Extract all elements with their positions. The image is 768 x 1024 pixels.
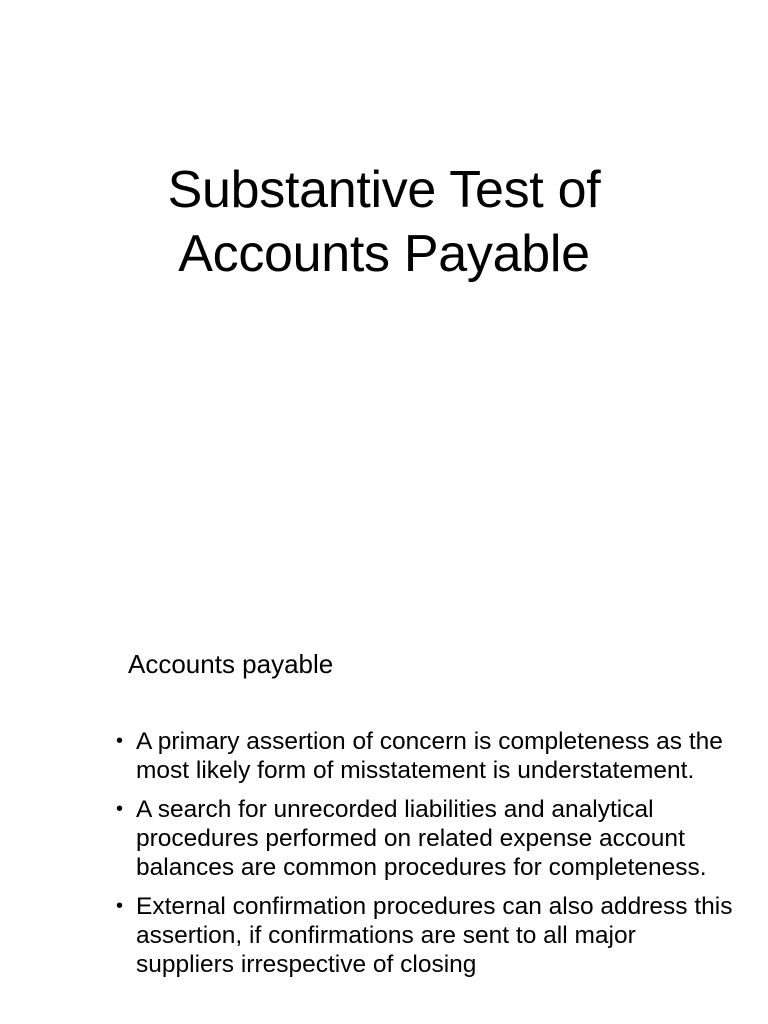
bullet-icon: • [116, 730, 124, 752]
title-line-1: Substantive Test of [167, 161, 601, 219]
bullet-item [116, 892, 736, 979]
bullet-icon: • [116, 798, 124, 820]
bullet-text: A search for unrecorded liabilities and analytical procedures performed on related expense account balances are common procedures for completeness. [136, 796, 707, 881]
slide-title [0, 158, 768, 286]
bullet-icon: • [116, 895, 124, 917]
bullet-text: External confirmation procedures can also address this assertion, if confirmations are sent to all major suppliers irrespective of closing [136, 893, 733, 978]
bullet-list [116, 727, 736, 989]
bullet-text: A primary assertion of concern is completeness as the most likely form of misstatement is understatement. [136, 728, 723, 784]
bullet-item [116, 795, 736, 882]
content-slide [0, 600, 768, 1024]
slide-heading: Accounts payable [128, 649, 334, 679]
bullet-item [116, 727, 736, 785]
title-line-2: Accounts Payable [178, 225, 590, 283]
